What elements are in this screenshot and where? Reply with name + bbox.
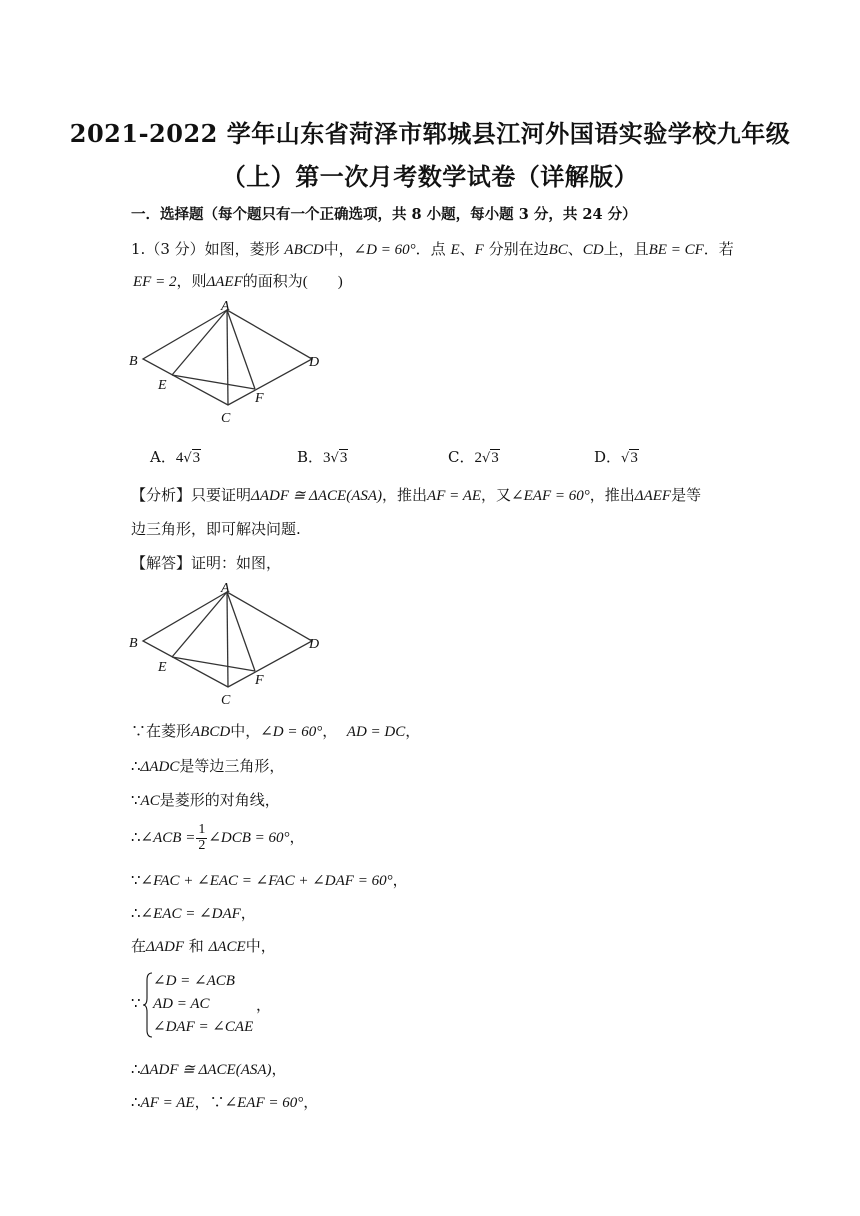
- step-math: ∠FAC + ∠EAC = ∠FAC + ∠DAF = 60°: [140, 873, 393, 889]
- condition-row: AD = AC: [153, 996, 210, 1012]
- option-a[interactable]: A．4√3: [150, 448, 201, 466]
- solution-step-5: [131, 869, 408, 890]
- q1-text: 、: [567, 240, 583, 258]
- solution-step-6: [131, 902, 256, 923]
- step-text: ∵: [131, 791, 141, 809]
- analysis-text: 是等: [671, 486, 702, 504]
- step-math: ΔACE: [208, 939, 246, 955]
- question-number: 1.: [131, 240, 146, 258]
- segment-af: [227, 592, 255, 671]
- analysis-line-1: [131, 484, 701, 505]
- step-math: ABCD: [191, 724, 231, 740]
- q1-text: 上，且: [603, 240, 649, 258]
- step-text: 中，: [245, 937, 276, 955]
- option-radicand: 3: [339, 450, 348, 466]
- solution-step-4: [131, 823, 305, 853]
- step-text: ，: [289, 828, 305, 847]
- condition-row: ∠D = ∠ACB: [153, 973, 235, 989]
- condition-row: ∠DAF = ∠CAE: [153, 1019, 254, 1035]
- solution-step-3: [131, 789, 280, 810]
- question-1-line-1: [131, 238, 734, 259]
- q1-text: 、: [459, 240, 475, 258]
- step-text: 是菱形的对角线，: [159, 791, 280, 809]
- solution-step-1: [131, 720, 420, 741]
- label-b: B: [129, 354, 138, 369]
- q1-text: 中，: [323, 240, 354, 258]
- step-text: ，: [240, 904, 256, 922]
- title-line-2: （上）第一次月考数学试卷（详解版）: [221, 162, 639, 191]
- q1-text: 分别在边: [488, 240, 549, 258]
- analysis-text: ，推出: [382, 486, 428, 504]
- label-b: B: [129, 636, 138, 651]
- step-text: ，∵: [194, 1093, 225, 1111]
- brace-trailing-comma: ，: [256, 996, 272, 1014]
- rhombus-figure-question: [125, 298, 330, 426]
- label-f: F: [255, 391, 264, 406]
- q1-text: ，则: [176, 272, 207, 290]
- step-text: 中，: [230, 722, 261, 740]
- option-c[interactable]: C．2√3: [448, 448, 499, 466]
- solution-text: 证明：如图，: [191, 554, 282, 572]
- question-score: （3 分）: [145, 240, 205, 258]
- step-math: ∠ACB =: [140, 830, 196, 847]
- step-text: ∴: [131, 1060, 141, 1078]
- step-text: ∴: [131, 757, 141, 775]
- because-symbol: ∵: [131, 994, 141, 1012]
- option-letter: A．: [150, 448, 176, 466]
- label-f: F: [255, 673, 264, 688]
- segment-af: [227, 310, 255, 389]
- analysis-math: ΔADF ≅ ΔACE(ASA): [251, 488, 383, 504]
- q1-math: EF = 2: [133, 274, 177, 290]
- step-text: ∴: [131, 1093, 141, 1111]
- option-letter: C．: [448, 448, 475, 466]
- step-text: 在: [131, 937, 147, 955]
- step-text: ，: [322, 722, 338, 740]
- q1-math: F: [474, 242, 484, 258]
- diagonal-ac: [227, 592, 228, 687]
- q1-math: ∠D = 60°: [353, 242, 416, 258]
- step-text: ∵在菱形: [131, 722, 192, 740]
- step-text: ∵: [131, 871, 141, 889]
- question-1-line-2: [133, 270, 343, 291]
- option-radicand: 3: [491, 450, 499, 466]
- segment-ae: [172, 592, 227, 657]
- solution-step-2: [131, 755, 284, 776]
- step-text: ，: [271, 1060, 287, 1078]
- q1-text: 如图，菱形: [204, 240, 280, 258]
- solution-step-9: [131, 1091, 318, 1112]
- fraction-one-half: [196, 823, 207, 853]
- analysis-math: ∠EAF = 60°: [511, 488, 590, 504]
- option-coef: 3: [323, 450, 331, 466]
- q1-math: CD: [582, 242, 604, 258]
- segment-ae: [172, 310, 227, 375]
- rhombus-figure-solution: [125, 580, 330, 708]
- analysis-math: ΔAEF: [634, 488, 672, 504]
- q1-text: ．若: [703, 240, 734, 258]
- step-math: ∠EAC = ∠DAF: [140, 906, 241, 922]
- step-math: ΔADC: [140, 759, 180, 775]
- q1-text: ．点: [415, 240, 446, 258]
- analysis-text: ，推出: [589, 486, 635, 504]
- analysis-text: ，又: [481, 486, 512, 504]
- step-text: ∴: [131, 828, 141, 847]
- title-line-1: 2021-2022 学年山东省菏泽市郓城县江河外国语实验学校九年级: [69, 119, 791, 148]
- option-letter: B．: [297, 448, 324, 466]
- q1-math: E: [450, 242, 460, 258]
- option-radicand: 3: [630, 450, 638, 466]
- section-heading: 一．选择题（每个题只有一个正确选项，共 8 小题，每小题 3 分，共 24 分）: [131, 206, 637, 223]
- step-text: ，: [303, 1093, 319, 1111]
- option-radicand: 3: [192, 450, 201, 466]
- q1-math: ABCD: [284, 242, 324, 258]
- step-math: ∠EAF = 60°: [224, 1095, 304, 1111]
- q1-math: BC: [548, 242, 568, 258]
- solution-heading: [131, 552, 281, 573]
- q1-math: BE = CF: [648, 242, 704, 258]
- step-text: 和: [188, 937, 204, 955]
- analysis-text: 只要证明: [191, 486, 252, 504]
- label-a: A: [221, 581, 230, 596]
- option-b[interactable]: B．3√3: [297, 448, 348, 466]
- step-math: AC: [140, 793, 160, 809]
- q1-paren: ( ): [302, 274, 343, 290]
- label-c: C: [221, 693, 231, 708]
- step-text: 是等边三角形，: [179, 757, 285, 775]
- step-math: AD = DC: [346, 724, 406, 740]
- fraction-denominator: 2: [198, 837, 206, 853]
- analysis-line-2: 边三角形，即可解决问题.: [131, 520, 301, 538]
- q1-text: 的面积为: [242, 272, 303, 290]
- option-d[interactable]: D．√3: [594, 448, 638, 466]
- q1-math: ΔAEF: [206, 274, 243, 290]
- fraction-numerator: 1: [198, 822, 206, 837]
- solution-step-8: [131, 1058, 287, 1079]
- step-math: ∠D = 60°: [260, 724, 323, 740]
- option-coef: 4: [175, 450, 184, 466]
- step-math: ΔADF ≅ ΔACE(ASA): [140, 1062, 272, 1078]
- label-c: C: [221, 411, 231, 426]
- step-text: ∴: [131, 904, 141, 922]
- step-text: ，: [405, 722, 421, 740]
- label-e: E: [158, 660, 167, 675]
- label-d: D: [309, 637, 320, 652]
- step-math: AF = AE: [140, 1095, 195, 1111]
- analysis-math: AF = AE: [427, 488, 482, 504]
- analysis-tag: 【分析】: [131, 486, 192, 504]
- brace-rows: [153, 970, 253, 1039]
- left-brace: [143, 972, 153, 1038]
- step-math: ΔADF: [146, 939, 184, 955]
- label-e: E: [158, 378, 167, 393]
- diagonal-ac: [227, 310, 228, 405]
- step-text: ，: [392, 871, 408, 889]
- step-math: ∠DCB = 60°: [208, 830, 290, 847]
- label-d: D: [309, 355, 320, 370]
- label-a: A: [221, 299, 230, 314]
- solution-tag: 【解答】: [131, 554, 192, 572]
- option-coef: 2: [474, 450, 482, 466]
- solution-step-7: [131, 935, 276, 956]
- option-letter: D．: [594, 448, 622, 466]
